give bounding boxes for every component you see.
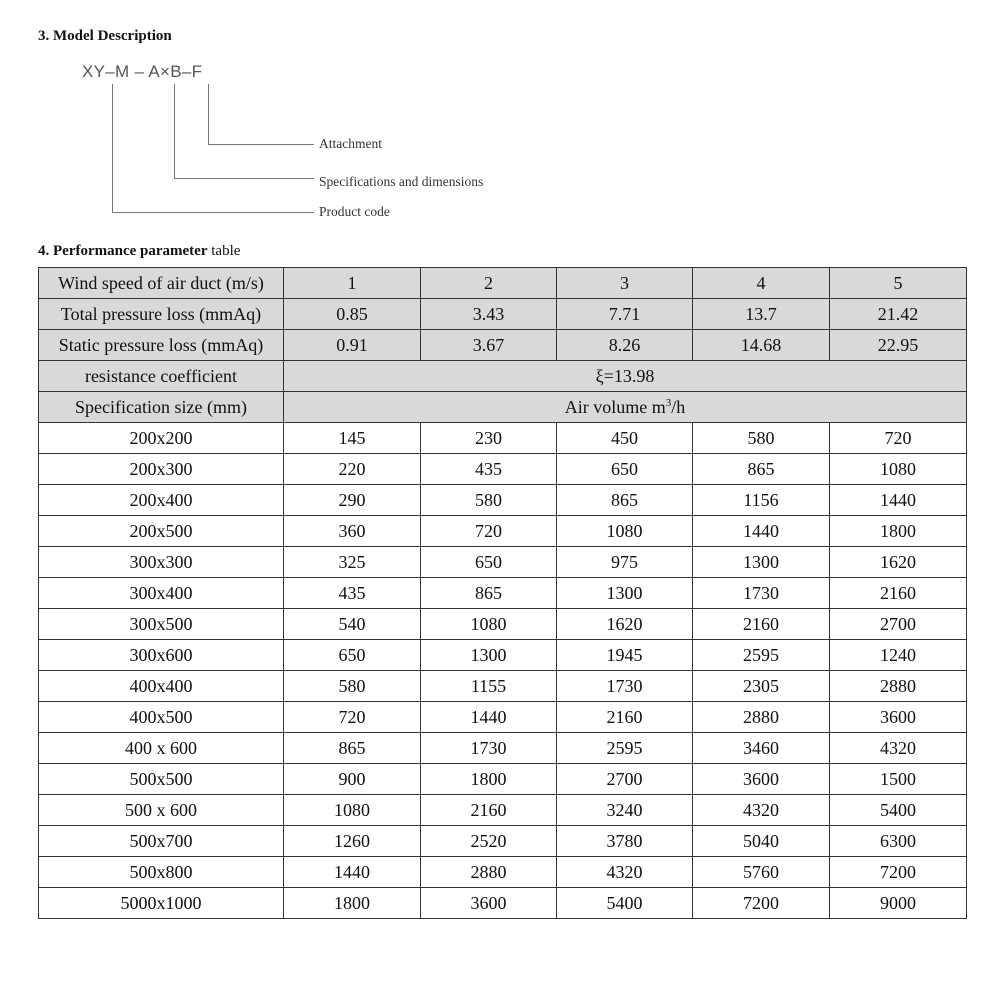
row-resistance	[39, 361, 967, 392]
wind-speed-cell: 2	[421, 268, 557, 299]
air-volume-cell: 7200	[830, 857, 967, 888]
static-pressure-cell: 0.91	[284, 330, 421, 361]
static-pressure-cell: 22.95	[830, 330, 967, 361]
air-volume-cell: 2160	[421, 795, 557, 826]
air-volume-cell: 2595	[557, 733, 693, 764]
wind-speed-cell: 3	[557, 268, 693, 299]
air-volume-cell: 1440	[284, 857, 421, 888]
spec-size-label: Specification size (mm)	[39, 392, 284, 423]
air-volume-cell: 4320	[830, 733, 967, 764]
air-volume-cell: 650	[284, 640, 421, 671]
air-volume-cell: 325	[284, 547, 421, 578]
spec-size-cell: 200x300	[39, 454, 284, 485]
air-volume-cell: 5400	[557, 888, 693, 919]
air-volume-cell: 2305	[693, 671, 830, 702]
performance-table	[38, 267, 967, 919]
total-pressure-cell: 13.7	[693, 299, 830, 330]
air-volume-unit: /h	[671, 397, 686, 417]
air-volume-cell: 6300	[830, 826, 967, 857]
wind-speed-cell: 4	[693, 268, 830, 299]
table-row	[39, 671, 967, 702]
label-product-code: Product code	[319, 204, 390, 219]
air-volume-cell: 1500	[830, 764, 967, 795]
air-volume-cell: 3600	[421, 888, 557, 919]
air-volume-cell: 1080	[421, 609, 557, 640]
total-pressure-cell: 21.42	[830, 299, 967, 330]
air-volume-cell: 3780	[557, 826, 693, 857]
table-row	[39, 888, 967, 919]
air-volume-cell: 1730	[693, 578, 830, 609]
air-volume-cell: 1080	[557, 516, 693, 547]
table-row	[39, 640, 967, 671]
air-volume-cell: 1156	[693, 485, 830, 516]
air-volume-cell: 865	[284, 733, 421, 764]
table-row	[39, 733, 967, 764]
air-volume-cell: 2880	[693, 702, 830, 733]
air-volume-cell: 900	[284, 764, 421, 795]
connector-specs-vertical	[174, 84, 175, 178]
air-volume-cell: 650	[421, 547, 557, 578]
static-pressure-label: Static pressure loss (mmAq)	[39, 330, 284, 361]
air-volume-cell: 1080	[830, 454, 967, 485]
air-volume-cell: 540	[284, 609, 421, 640]
air-volume-cell: 865	[693, 454, 830, 485]
connector-attachment-vertical	[208, 84, 209, 144]
air-volume-cell: 2700	[557, 764, 693, 795]
spec-size-cell: 200x200	[39, 423, 284, 454]
air-volume-label	[284, 392, 967, 423]
table-row	[39, 764, 967, 795]
air-volume-cell: 865	[421, 578, 557, 609]
air-volume-cell: 3600	[830, 702, 967, 733]
air-volume-cell: 1300	[421, 640, 557, 671]
air-volume-cell: 580	[284, 671, 421, 702]
air-volume-cell: 3240	[557, 795, 693, 826]
table-row	[39, 826, 967, 857]
table-row	[39, 547, 967, 578]
air-volume-cell: 975	[557, 547, 693, 578]
model-code: XY–M – A×B–F	[82, 62, 203, 81]
air-volume-cell: 580	[421, 485, 557, 516]
total-pressure-cell: 0.85	[284, 299, 421, 330]
air-volume-cell: 865	[557, 485, 693, 516]
spec-size-cell: 200x400	[39, 485, 284, 516]
air-volume-cell: 1440	[693, 516, 830, 547]
air-volume-cell: 4320	[693, 795, 830, 826]
connector-product-vertical	[112, 84, 113, 212]
static-pressure-cell: 14.68	[693, 330, 830, 361]
air-volume-cell: 2160	[557, 702, 693, 733]
air-volume-cell: 7200	[693, 888, 830, 919]
air-volume-cell: 1440	[830, 485, 967, 516]
air-volume-cell: 2595	[693, 640, 830, 671]
air-volume-cell: 1800	[284, 888, 421, 919]
row-static-pressure	[39, 330, 967, 361]
spec-size-cell: 400 x 600	[39, 733, 284, 764]
spec-size-cell: 500x700	[39, 826, 284, 857]
air-volume-cell: 720	[421, 516, 557, 547]
spec-size-cell: 200x500	[39, 516, 284, 547]
connector-specs-horizontal	[174, 178, 314, 179]
air-volume-cell: 2160	[830, 578, 967, 609]
table-row	[39, 485, 967, 516]
air-volume-cell: 1800	[830, 516, 967, 547]
table-row	[39, 516, 967, 547]
air-volume-cell: 2520	[421, 826, 557, 857]
air-volume-cell: 145	[284, 423, 421, 454]
section-heading-rest: table	[207, 243, 241, 259]
model-code-diagram	[0, 0, 1000, 240]
air-volume-cell: 2160	[693, 609, 830, 640]
air-volume-cell: 1730	[421, 733, 557, 764]
air-volume-cell: 720	[284, 702, 421, 733]
resistance-label: resistance coefficient	[39, 361, 284, 392]
spec-size-cell: 400x400	[39, 671, 284, 702]
air-volume-cell: 2700	[830, 609, 967, 640]
air-volume-cell: 1155	[421, 671, 557, 702]
air-volume-cell: 2880	[830, 671, 967, 702]
connector-attachment-horizontal	[208, 144, 314, 145]
static-pressure-cell: 8.26	[557, 330, 693, 361]
air-volume-cell: 650	[557, 454, 693, 485]
row-spec-header	[39, 392, 967, 423]
air-volume-cell: 360	[284, 516, 421, 547]
air-volume-cell: 9000	[830, 888, 967, 919]
row-total-pressure	[39, 299, 967, 330]
air-volume-cell: 1800	[421, 764, 557, 795]
spec-size-cell: 500 x 600	[39, 795, 284, 826]
air-volume-cell: 435	[421, 454, 557, 485]
air-volume-cell: 1440	[421, 702, 557, 733]
air-volume-text: Air volume m	[564, 397, 666, 417]
air-volume-cell: 5400	[830, 795, 967, 826]
spec-size-cell: 300x600	[39, 640, 284, 671]
wind-speed-label: Wind speed of air duct (m/s)	[39, 268, 284, 299]
wind-speed-cell: 1	[284, 268, 421, 299]
table-row	[39, 454, 967, 485]
spec-size-cell: 500x800	[39, 857, 284, 888]
table-row	[39, 702, 967, 733]
air-volume-cell: 230	[421, 423, 557, 454]
air-volume-cell: 3600	[693, 764, 830, 795]
spec-size-cell: 300x500	[39, 609, 284, 640]
air-volume-cell: 450	[557, 423, 693, 454]
air-volume-cell: 5760	[693, 857, 830, 888]
spec-size-cell: 500x500	[39, 764, 284, 795]
spec-size-cell: 300x300	[39, 547, 284, 578]
section-heading-bold: 4. Performance parameter	[38, 243, 208, 259]
section-heading-performance	[38, 243, 240, 260]
label-specifications: Specifications and dimensions	[319, 174, 484, 189]
wind-speed-cell: 5	[830, 268, 967, 299]
air-volume-cell: 1300	[693, 547, 830, 578]
section-heading-model-description: 3. Model Description	[38, 28, 172, 44]
air-volume-cell: 1620	[557, 609, 693, 640]
air-volume-sup: 3	[665, 397, 672, 409]
air-volume-cell: 2880	[421, 857, 557, 888]
connector-product-horizontal	[112, 212, 314, 213]
air-volume-cell: 580	[693, 423, 830, 454]
total-pressure-cell: 3.43	[421, 299, 557, 330]
air-volume-cell: 1240	[830, 640, 967, 671]
air-volume-cell: 4320	[557, 857, 693, 888]
total-pressure-cell: 7.71	[557, 299, 693, 330]
air-volume-cell: 1945	[557, 640, 693, 671]
air-volume-cell: 290	[284, 485, 421, 516]
spec-size-cell: 300x400	[39, 578, 284, 609]
spec-size-cell: 5000x1000	[39, 888, 284, 919]
air-volume-cell: 1300	[557, 578, 693, 609]
table-row	[39, 609, 967, 640]
air-volume-cell: 1260	[284, 826, 421, 857]
air-volume-cell: 1080	[284, 795, 421, 826]
air-volume-cell: 1620	[830, 547, 967, 578]
table-row	[39, 423, 967, 454]
row-wind-speed	[39, 268, 967, 299]
air-volume-cell: 220	[284, 454, 421, 485]
resistance-value: ξ=13.98	[284, 361, 967, 392]
spec-size-cell: 400x500	[39, 702, 284, 733]
air-volume-cell: 3460	[693, 733, 830, 764]
table-row	[39, 578, 967, 609]
air-volume-cell: 435	[284, 578, 421, 609]
table-row	[39, 795, 967, 826]
air-volume-cell: 720	[830, 423, 967, 454]
static-pressure-cell: 3.67	[421, 330, 557, 361]
total-pressure-label: Total pressure loss (mmAq)	[39, 299, 284, 330]
air-volume-cell: 5040	[693, 826, 830, 857]
label-attachment: Attachment	[319, 136, 382, 151]
air-volume-cell: 1730	[557, 671, 693, 702]
table-row	[39, 857, 967, 888]
